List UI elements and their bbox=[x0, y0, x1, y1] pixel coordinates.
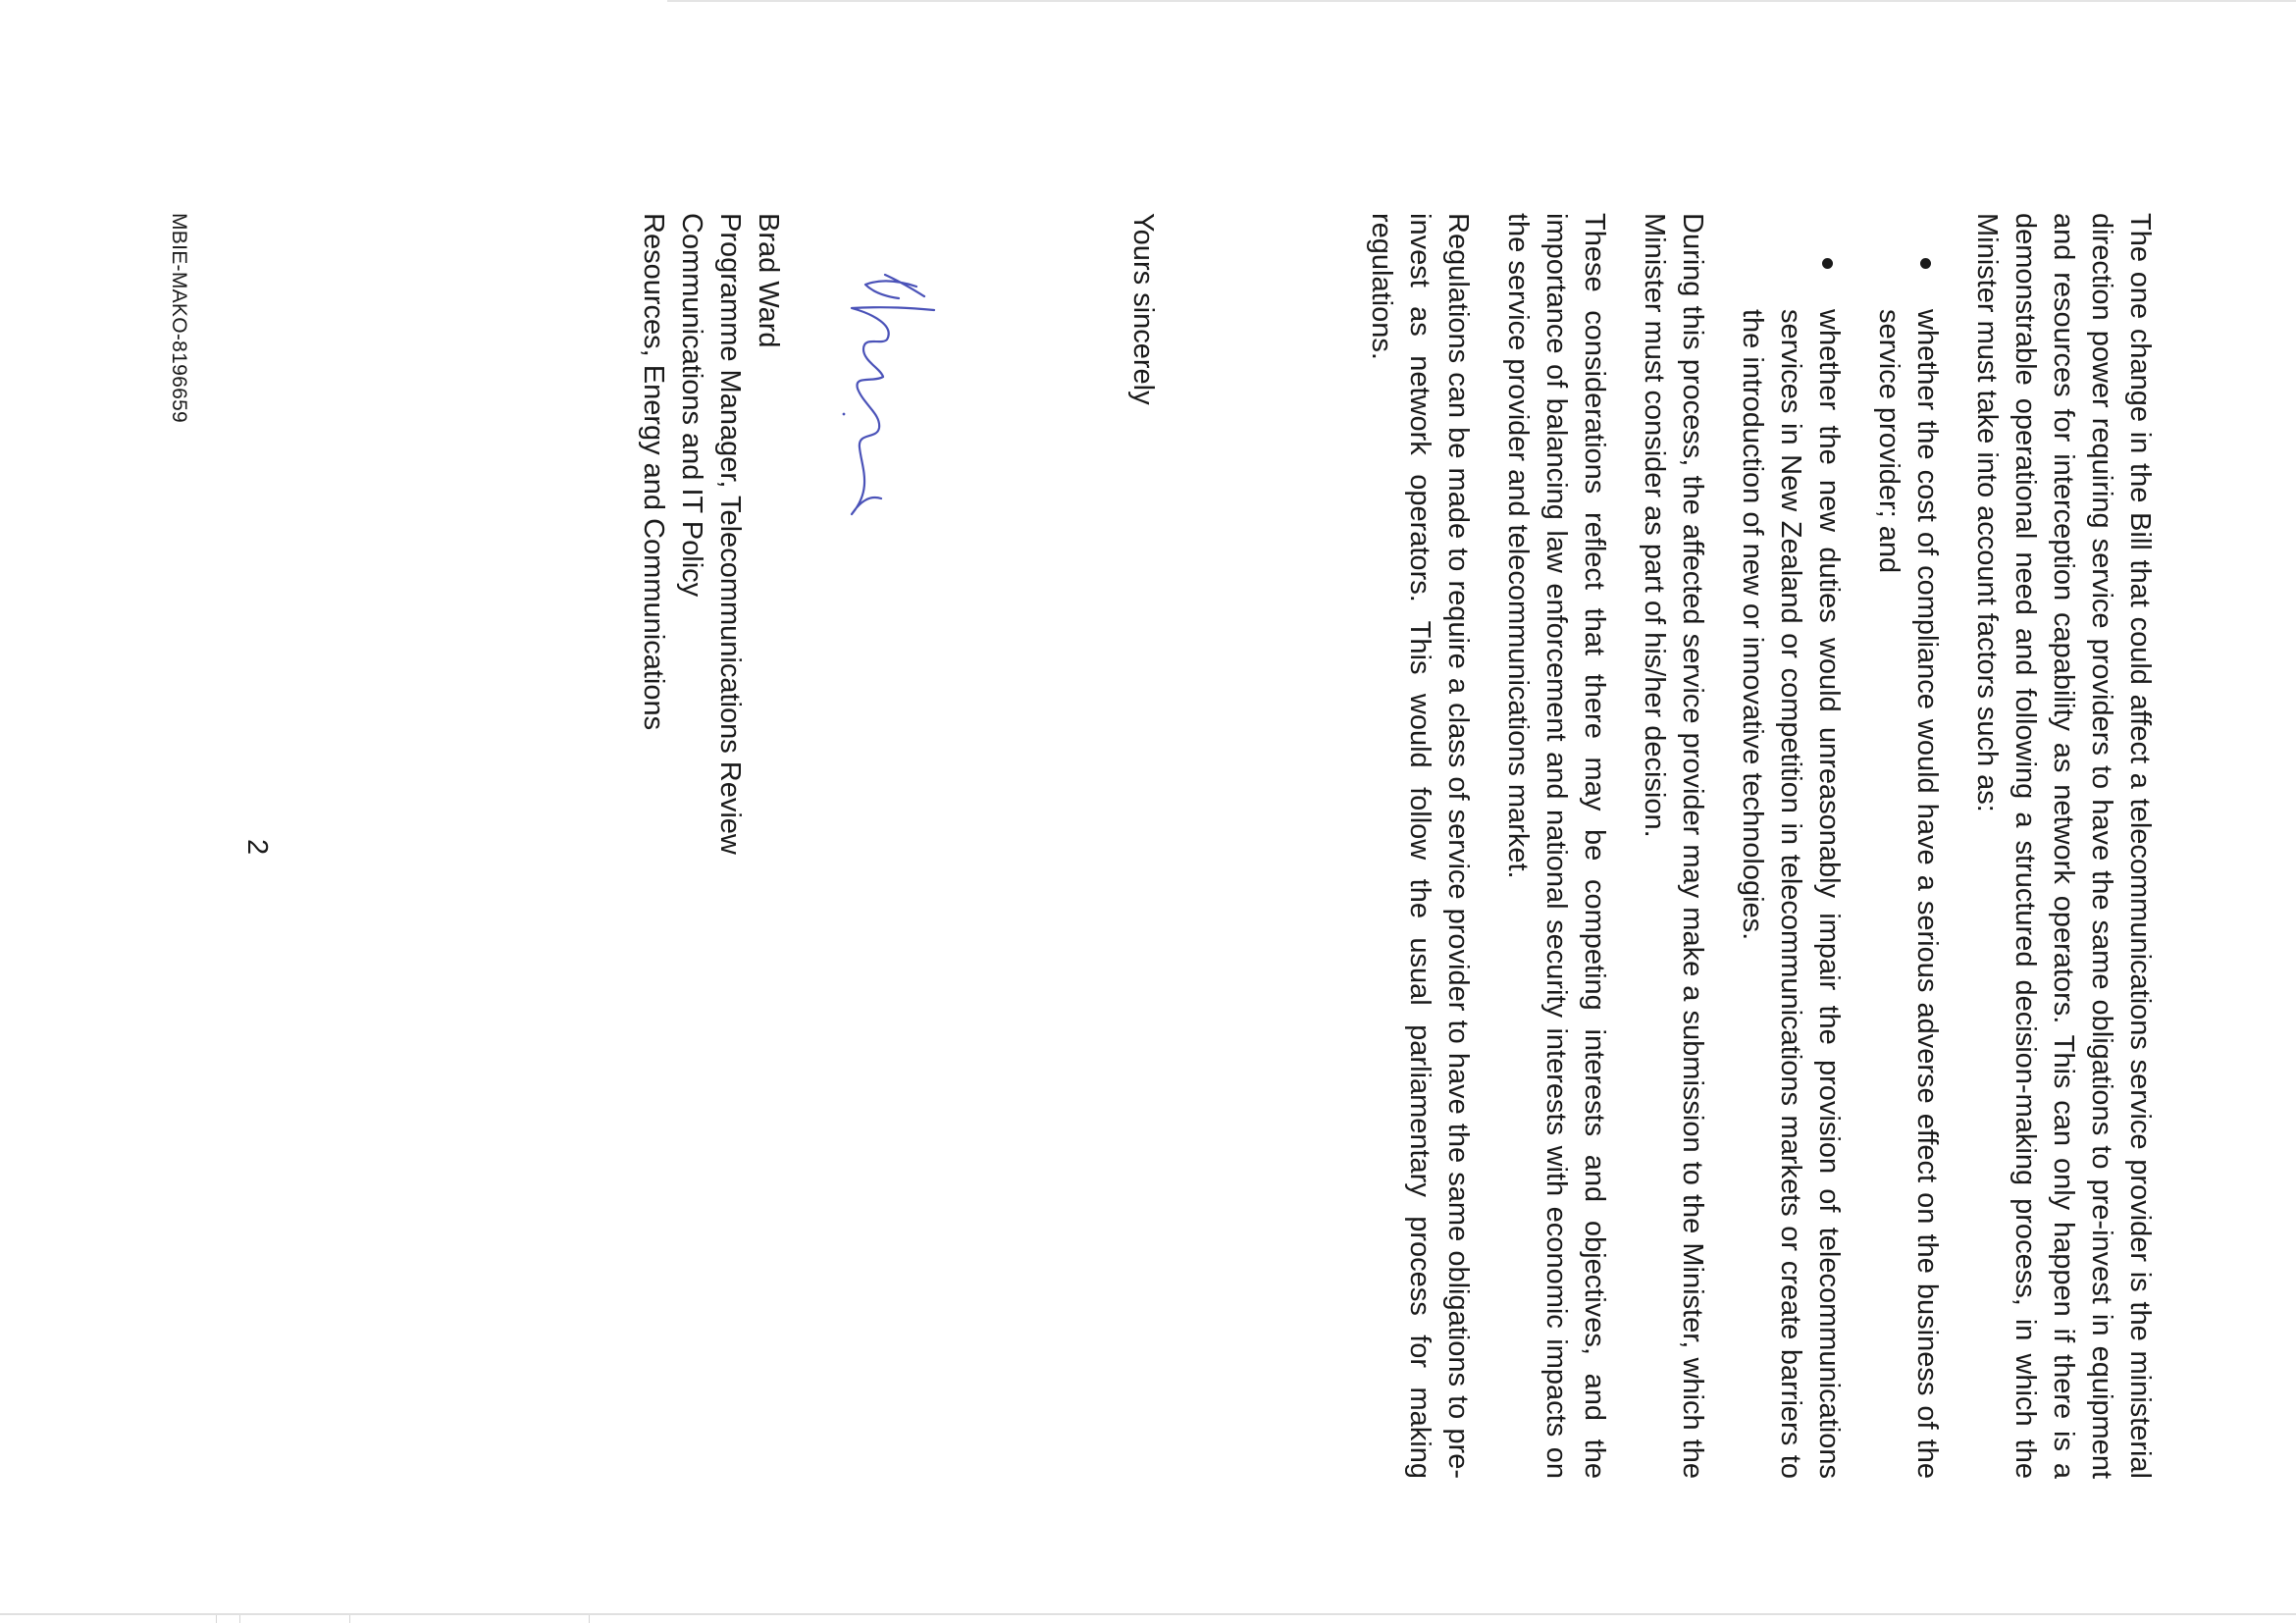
page-number: 2 bbox=[241, 839, 273, 856]
list-item bbox=[1869, 213, 1946, 1479]
signatory-name: Brad Ward bbox=[753, 213, 784, 348]
signatory-branch: Resources, Energy and Communications bbox=[638, 213, 669, 731]
list-item-text: whether the new duties would unreasonably impair the provision of telecommunications services in New Zealand or competition in telecommunications markets or create barriers to the introduction of new or innovative technologies. bbox=[1737, 309, 1845, 1479]
signature-block bbox=[634, 213, 787, 855]
paragraph-process: During this process, the affected service provider may make a submission to the Minister, which the Minister must consider as part of his/her decision. bbox=[1639, 213, 1708, 1479]
paragraph-regulations: Regulations can be made to require a class of service provider to have the same obligations to pre-invest as network operators. This would follow the usual parliamentary process for making regulations. bbox=[1366, 213, 1474, 1479]
list-item-text: whether the cost of compliance would have a serious adverse effect on the business of the service provider; and bbox=[1873, 309, 1943, 1479]
signatory-unit: Communications and IT Policy bbox=[676, 213, 707, 598]
document-reference: MBIE-MAKO-8196659 bbox=[168, 213, 190, 424]
handwritten-signature bbox=[834, 267, 942, 532]
factor-list bbox=[1733, 213, 1946, 1479]
bullet-icon bbox=[1822, 258, 1833, 269]
bullet-icon bbox=[1920, 258, 1931, 269]
signatory-title: Programme Manager, Telecommunications Review bbox=[714, 213, 746, 855]
letter-body bbox=[1340, 213, 2159, 1479]
paragraph-considerations: These considerations reflect that there may be competing interests and objectives, and the importance of balancing law enforcement and national security interests with economic impacts on the service provider and telecommunications market. bbox=[1502, 213, 1610, 1479]
paragraph-intro: The one change in the Bill that could affect a telecommunications service provider is the ministerial direction power requiring service providers to have the same obligations to pre-invest in equipment and resources for interception capability as network operators. This can only happen if there is a demonstrable operational need and following a structured decision-making process, in which the Minister must take into account factors such as: bbox=[1971, 213, 2156, 1479]
list-item bbox=[1733, 213, 1848, 1479]
closing-salutation: Yours sincerely bbox=[1127, 213, 1159, 405]
